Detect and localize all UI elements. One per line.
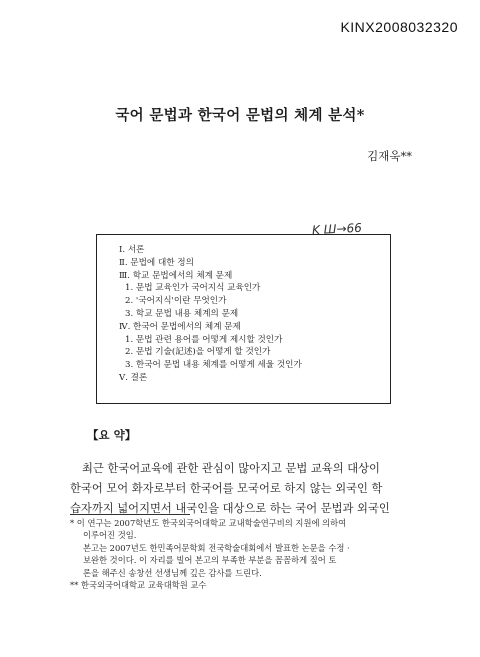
footnote-line: * 이 연구는 2007학년도 한국외국어대학교 교내학술연구비의 지원에 의하여 [70,518,347,528]
author-name: 김재욱** [367,149,412,163]
paper-title: 국어 문법과 한국어 문법의 체계 분석* [115,107,365,124]
toc-item: 3. 한국어 문법 내용 체계를 어떻게 세울 것인가 [125,360,302,371]
toc-item: 1. 문법 관련 용어를 어떻게 제시할 것인가 [125,334,283,345]
document-id: KINX2008032320 [340,19,458,35]
footnote-line: ** 한국외국어대학교 교육대학원 교수 [70,580,207,591]
table-of-contents-box [96,234,391,404]
handwritten-annotation: K Ш→66 [311,220,363,238]
toc-item: Ⅳ. 한국어 문법에서의 체계 문제 [119,321,241,332]
footnote-line: 론을 해주신 송창선 선생님께 깊은 감사를 드린다. [83,567,262,578]
toc-item: 1. 문법 교육인가 국어지식 교육인가 [125,283,261,294]
footnote-divider [70,514,190,515]
toc-item: 3. 학교 문법 내용 체계의 문제 [125,308,239,319]
toc-item: Ⅴ. 결론 [119,372,148,383]
toc-item: 2. '국어지식'이란 무엇인가 [125,296,227,307]
footnote-line: 이루어진 것임. [83,530,137,541]
toc-item: Ⅱ. 문법에 대한 정의 [119,257,194,268]
summary-body [70,459,415,519]
table-of-contents [119,244,302,385]
toc-item: 2. 문법 기술(記述)을 어떻게 할 것인가 [125,347,271,358]
summary-line: 최근 한국어교육에 관한 관심이 많아지고 문법 교육의 대상이 [82,462,380,475]
footnote-line: 보완한 것이다. 이 자리를 빌어 본고의 부족한 부분을 꼼꼼하게 짚어 토 [83,555,337,566]
footnotes [70,517,415,591]
summary-line: 습자까지 넓어지면서 내국인을 대상으로 하는 국어 문법과 외국인 [70,502,390,515]
footnote-line: 본고는 2007년도 한민족어문학회 전국학술대회에서 발표한 논문을 수정 · [83,542,350,553]
toc-item: Ⅰ. 서론 [119,245,145,255]
toc-item: Ⅲ. 학교 문법에서의 체계 문제 [119,270,233,281]
summary-heading: 【요 약】 [87,428,137,442]
summary-line: 한국어 모어 화자로부터 한국어를 모국어로 하지 않는 외국인 학 [70,482,383,495]
